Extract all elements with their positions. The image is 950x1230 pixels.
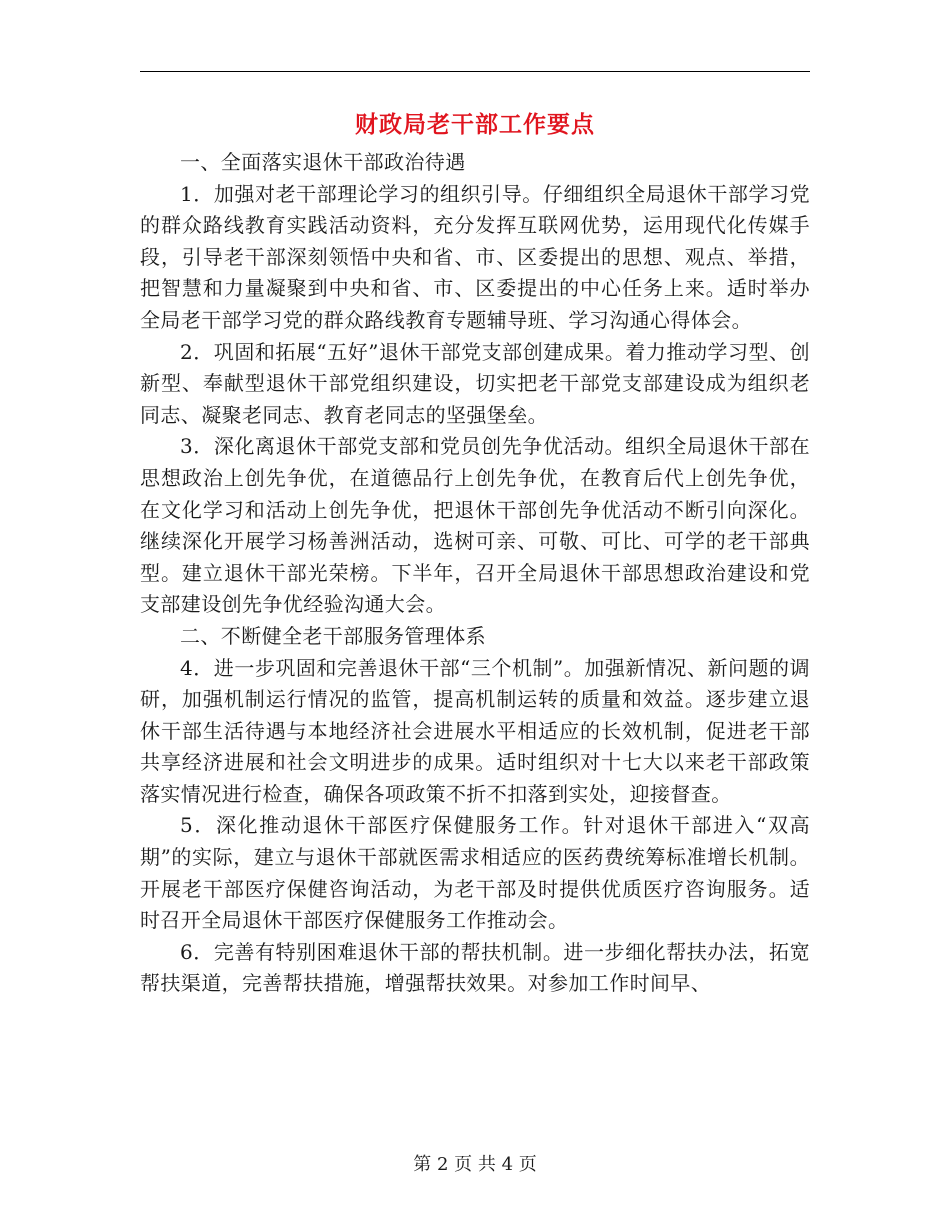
- paragraph-2: 2．巩固和拓展“五好”退休干部党支部创建成果。着力推动学习型、创新型、奉献型退休干部党组织建设，切实把老干部党支部建设成为组织老同志、凝聚老同志、教育老同志的坚强堡垒。: [140, 339, 810, 427]
- paragraph-4: 4．进一步巩固和完善退休干部“三个机制”。加强新情况、新问题的调研，加强机制运行情况的监管，提高机制运转的质量和效益。逐步建立退休干部生活待遇与本地经济社会进展水平相适应的长效机制，促进老干部共享经济进展和社会文明进步的成果。适时组织对十七大以来老干部政策落实情况进行检查，确保各项政策不折不扣落到实处，迎接督查。: [140, 655, 810, 806]
- paragraph-5: 5．深化推动退休干部医疗保健服务工作。针对退休干部进入“双高期”的实际，建立与退休干部就医需求相适应的医药费统筹标准增长机制。开展老干部医疗保健咨询活动，为老干部及时提供优质医疗咨询服务。适时召开全局退休干部医疗保健服务工作推动会。: [140, 813, 810, 933]
- section-heading-1: 一、全面落实退休干部政治待遇: [180, 150, 466, 174]
- document-body: [140, 100, 810, 1000]
- paragraph-3: 3．深化离退休干部党支部和党员创先争优活动。组织全局退休干部在思想政治上创先争优，在道德品行上创先争优，在教育后代上创先争优，在文化学习和活动上创先争优，把退休干部创先争优活动不断引向深化。继续深化开展学习杨善洲活动，选树可亲、可敬、可比、可学的老干部典型。建立退休干部光荣榜。下半年，召开全局退休干部思想政治建设和党支部建设创先争优经验沟通大会。: [140, 434, 810, 617]
- paragraph-1: 1．加强对老干部理论学习的组织引导。仔细组织全局退休干部学习党的群众路线教育实践活动资料，充分发挥互联网优势，运用现代化传媒手段，引导老干部深刻领悟中央和省、市、区委提出的思想、观点、举措，把智慧和力量凝聚到中央和省、市、区委提出的中心任务上来。适时举办全局老干部学习党的群众路线教育专题辅导班、学习沟通心得体会。: [140, 181, 810, 332]
- header-rule: [140, 71, 810, 72]
- page-number-footer: 第 2 页 共 4 页: [413, 1154, 537, 1175]
- paragraph-6: 6．完善有特别困难退休干部的帮扶机制。进一步细化帮扶办法，拓宽帮扶渠道，完善帮扶措施，增强帮扶效果。对参加工作时间早、: [140, 939, 810, 996]
- document-title: 财政局老干部工作要点: [355, 111, 595, 138]
- section-heading-2: 二、不断健全老干部服务管理体系: [180, 623, 486, 648]
